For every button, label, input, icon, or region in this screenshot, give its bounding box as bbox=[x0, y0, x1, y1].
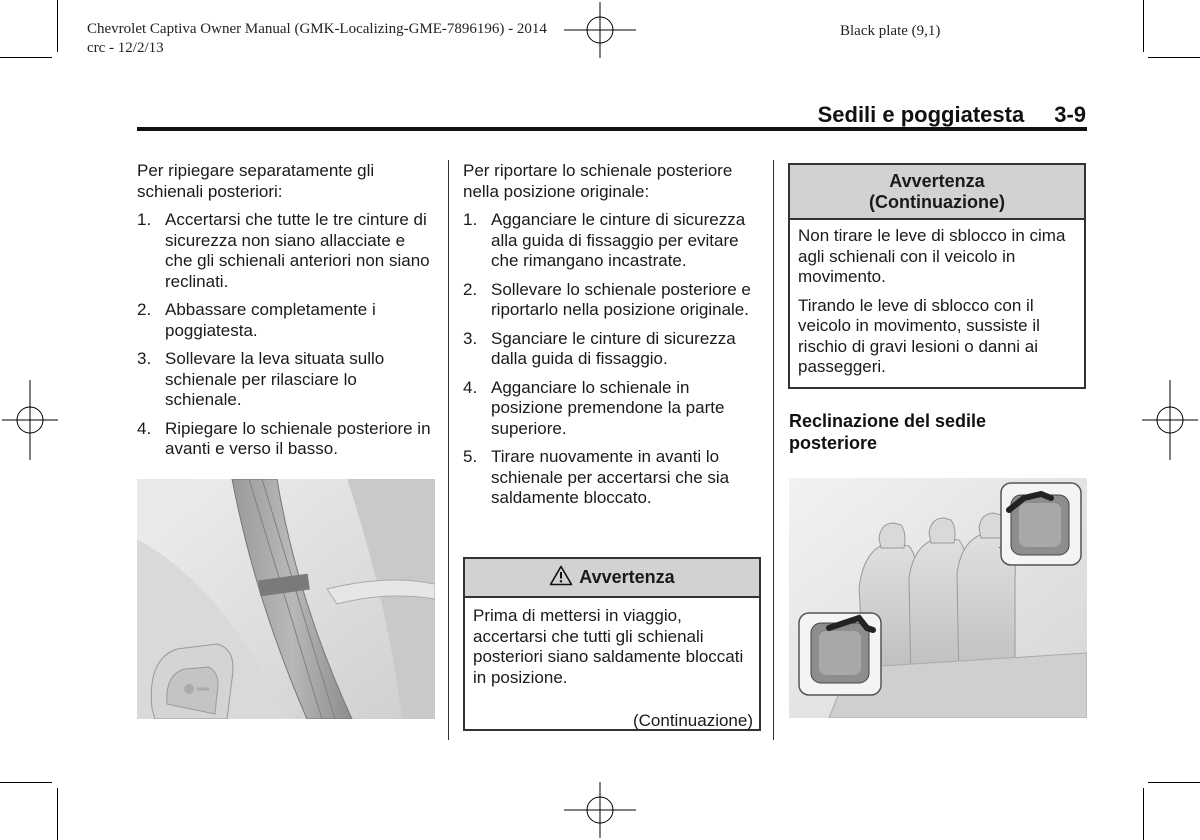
col1-intro: Per ripiegare separatamente gli schienali posteriori: bbox=[137, 161, 375, 201]
warning-box bbox=[463, 557, 761, 731]
step-text: Agganciare le cinture di sicurezza alla guida di fissaggio per evitare che rimangano incastrate. bbox=[491, 210, 746, 270]
list-item bbox=[463, 280, 763, 321]
step-text: Accertarsi che tutte le tre cinture di sicurezza non siano allacciate e che gli schienali anteriori non siano reclinati. bbox=[165, 210, 430, 291]
step-text: Ripiegare lo schienale posteriore in avanti e verso il basso. bbox=[165, 418, 431, 458]
warning-title: Avvertenza bbox=[889, 171, 985, 191]
header-line1: Chevrolet Captiva Owner Manual (GMK-Localizing-GME-7896196) - 2014 bbox=[87, 21, 547, 37]
crop-mark bbox=[0, 57, 52, 58]
list-item bbox=[137, 210, 437, 292]
list-item bbox=[463, 378, 763, 440]
registration-mark-icon bbox=[0, 375, 60, 465]
crop-mark bbox=[1143, 0, 1144, 52]
step-number: 4. bbox=[463, 377, 478, 397]
title-rule bbox=[137, 127, 1087, 131]
warning-text: Tirando le leve di sblocco con il veicolo in movimento, sussiste il rischio di gravi lesioni o danni ai passeggeri. bbox=[798, 295, 1040, 376]
step-text: Sollevare lo schienale posteriore e riportarlo nella posizione originale. bbox=[491, 279, 751, 319]
step-text: Tirare nuovamente in avanti lo schienale per accertarsi che sia saldamente bloccato. bbox=[491, 447, 730, 507]
header-line2: crc - 12/2/13 bbox=[87, 40, 164, 56]
step-number: 3. bbox=[137, 349, 152, 368]
crop-mark bbox=[57, 788, 58, 840]
warning-header bbox=[790, 165, 1084, 220]
warning-body bbox=[465, 598, 759, 688]
col2-steps bbox=[463, 210, 763, 509]
list-item bbox=[137, 419, 437, 460]
list-item bbox=[137, 349, 437, 411]
registration-mark-icon bbox=[560, 780, 640, 840]
column-2 bbox=[463, 161, 763, 517]
warning-title: Avvertenza bbox=[579, 567, 675, 587]
crop-mark bbox=[1148, 782, 1200, 783]
list-item bbox=[463, 447, 763, 509]
registration-mark-icon bbox=[1140, 375, 1200, 465]
crop-mark bbox=[1143, 788, 1144, 840]
list-item bbox=[463, 329, 763, 370]
warning-body bbox=[790, 220, 1084, 378]
page-number: 3-9 bbox=[1054, 102, 1086, 127]
step-number: 2. bbox=[463, 279, 478, 299]
warning-continued-title: (Continuazione) bbox=[869, 192, 1005, 212]
warning-header bbox=[465, 559, 759, 598]
section-title: Sedili e poggiatesta bbox=[817, 102, 1025, 127]
col1-steps bbox=[137, 210, 437, 460]
step-text: Abbassare completamente i poggiatesta. bbox=[165, 300, 376, 340]
warning-text: Non tirare le leve di sblocco in cima agli schienali con il veicolo in movimento. bbox=[798, 226, 1066, 286]
col2-intro: Per riportare lo schienale posteriore nella posizione originale: bbox=[463, 161, 733, 201]
column-divider bbox=[448, 160, 449, 740]
step-number: 2. bbox=[137, 300, 152, 319]
warning-triangle-icon bbox=[549, 565, 573, 586]
step-text: Sollevare la leva situata sullo schienale per rilasciare lo schienale. bbox=[165, 349, 385, 409]
crop-mark bbox=[1148, 57, 1200, 58]
header-plate: Black plate (9,1) bbox=[840, 23, 941, 39]
crop-mark bbox=[0, 782, 52, 783]
step-number: 1. bbox=[137, 210, 152, 229]
step-text: Sganciare le cinture di sicurezza dalla guida di fissaggio. bbox=[491, 328, 736, 368]
step-number: 4. bbox=[137, 418, 152, 438]
step-number: 5. bbox=[463, 447, 478, 466]
column-divider bbox=[773, 160, 774, 740]
warning-box-continued bbox=[788, 163, 1086, 389]
list-item bbox=[463, 210, 763, 272]
step-number: 1. bbox=[463, 210, 478, 229]
crop-mark bbox=[57, 0, 58, 52]
rear-seat-recline-illustration bbox=[789, 478, 1087, 718]
continued-label: (Continuazione) bbox=[632, 711, 753, 730]
subheading: Reclinazione del sedile posteriore bbox=[789, 411, 987, 453]
seatbelt-guide-illustration bbox=[137, 479, 435, 719]
header-doc-info bbox=[87, 20, 547, 58]
list-item bbox=[137, 300, 437, 341]
registration-mark-icon bbox=[560, 0, 640, 60]
step-number: 3. bbox=[463, 328, 478, 348]
section-heading bbox=[818, 102, 1086, 128]
warning-text: Prima di mettersi in viaggio, accertarsi che tutti gli schienali posteriori siano saldamente bloccati in posizione. bbox=[473, 606, 744, 687]
step-text: Agganciare lo schienale in posizione premendone la parte superiore. bbox=[491, 377, 725, 438]
column-1 bbox=[137, 161, 437, 468]
